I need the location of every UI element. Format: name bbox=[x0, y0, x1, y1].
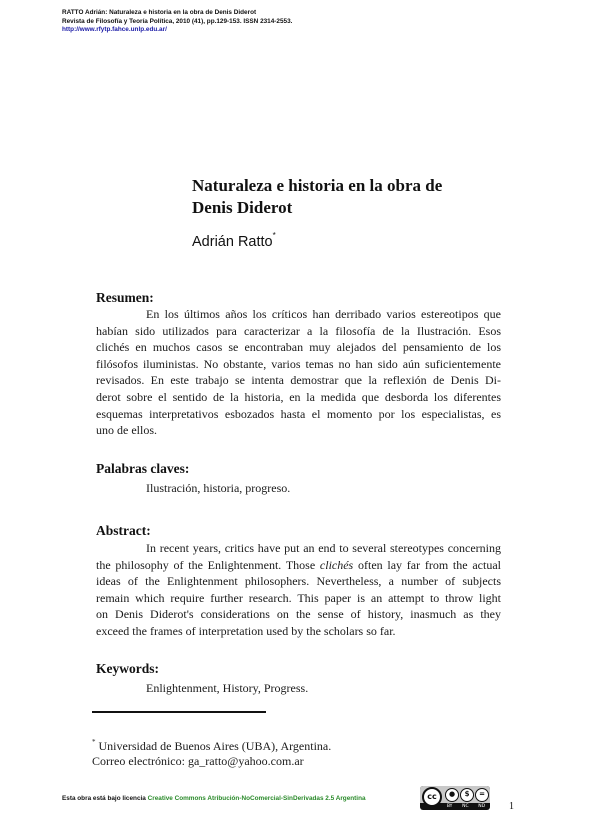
license-notice bbox=[62, 795, 366, 802]
resumen-line: derot sobre el sentido de la historia, en la medida que desborda los diferentes bbox=[96, 389, 501, 404]
creative-commons-badge[interactable] bbox=[420, 786, 490, 810]
noncommercial-icon: $ bbox=[460, 788, 474, 802]
resumen-line: clichés en muchos casos se encontraban muy alejados del pensamiento de los bbox=[96, 340, 501, 355]
abstract-line: ideas of the Enlightenment philosophers. Nevertheless, a number of subjects bbox=[96, 574, 501, 589]
header-url-link[interactable]: http://www.rfytp.fahce.unlp.edu.ar/ bbox=[62, 26, 167, 34]
abstract-body bbox=[96, 540, 501, 640]
resumen-line: uno de ellos. bbox=[96, 423, 157, 438]
cc-logo-icon: cc bbox=[422, 787, 442, 807]
abstract-line-2-start: the philosophy of the Enlightenment. Those bbox=[96, 557, 316, 572]
resumen-body bbox=[96, 306, 501, 439]
abstract-line: on Denis Diderot's considerations on the sense of history, inasmuch as they bbox=[96, 607, 501, 622]
article-title bbox=[192, 175, 522, 219]
footnote bbox=[92, 736, 331, 769]
abstract-line-with-emphasis bbox=[96, 557, 501, 574]
abstract-heading: Abstract: bbox=[96, 523, 151, 538]
header-journal: Revista de Filosofía y Teoría Política, 2010 (41), pp.129-153. ISSN 2314-2553. bbox=[62, 17, 293, 25]
resumen-line: revisados. En este trabajo se intenta demostrar que la reflexión de Denis Di- bbox=[96, 373, 501, 388]
author-footnote-mark[interactable]: * bbox=[272, 231, 276, 240]
footnote-affiliation: Universidad de Buenos Aires (UBA), Argentina. bbox=[98, 739, 332, 753]
keywords-text: Enlightenment, History, Progress. bbox=[146, 681, 309, 695]
resumen-heading: Resumen: bbox=[96, 290, 154, 305]
cc-label-by: BY bbox=[446, 804, 453, 809]
footnote-email: Correo electrónico: ga_ratto@yahoo.com.ar bbox=[92, 754, 304, 768]
palabras-text: Ilustración, historia, progreso. bbox=[146, 481, 291, 495]
resumen-line: En los últimos años los críticos han derribado varios estereotipos que bbox=[146, 307, 501, 321]
abstract-line: remain which require further research. This paper is an attempt to throw light bbox=[96, 590, 501, 605]
resumen-line: esquemas interpretativos esbozados hasta el momento por los especialistas, es bbox=[96, 406, 501, 421]
footnote-mark: * bbox=[92, 738, 96, 746]
palabras-heading: Palabras claves: bbox=[96, 461, 190, 476]
attribution-icon: ● bbox=[445, 788, 459, 802]
noderivatives-icon: = bbox=[475, 788, 489, 802]
abstract-line-2-end: often lay far from the actual bbox=[357, 557, 501, 572]
cc-badge-labels bbox=[442, 803, 490, 810]
cc-label-nc: NC bbox=[462, 804, 469, 809]
resumen-line: filósofos iluministas. No obstante, varios temas no han sido aún suficientemente bbox=[96, 356, 501, 371]
resumen-line: habían sido utilizados para caracterizar a la filosofía de la Ilustración. Esos bbox=[96, 323, 501, 338]
abstract-emphasis: clichés bbox=[319, 557, 354, 572]
author-name-block bbox=[192, 233, 276, 250]
cc-label-nd: ND bbox=[478, 804, 486, 809]
page-number: 1 bbox=[509, 801, 514, 812]
footnote-divider bbox=[92, 711, 266, 713]
abstract-line: In recent years, critics have put an end to several stereotypes concerning bbox=[146, 541, 501, 555]
title-line-2: Denis Diderot bbox=[192, 198, 293, 217]
title-line-1: Naturaleza e historia en la obra de bbox=[192, 176, 443, 195]
license-prefix: Esta obra está bajo licencia bbox=[62, 795, 146, 802]
abstract-line: exceed the frames of interpretation used by the scholars so far. bbox=[96, 623, 396, 638]
author-name: Adrián Ratto bbox=[192, 233, 273, 250]
running-header bbox=[62, 9, 542, 35]
license-link[interactable]: Creative Commons Atribución-NoComercial-SinDerivadas 2.5 Argentina bbox=[147, 795, 366, 802]
keywords-heading: Keywords: bbox=[96, 661, 159, 676]
header-citation: RATTO Adrián: Naturaleza e historia en la obra de Denis Diderot bbox=[62, 9, 257, 16]
